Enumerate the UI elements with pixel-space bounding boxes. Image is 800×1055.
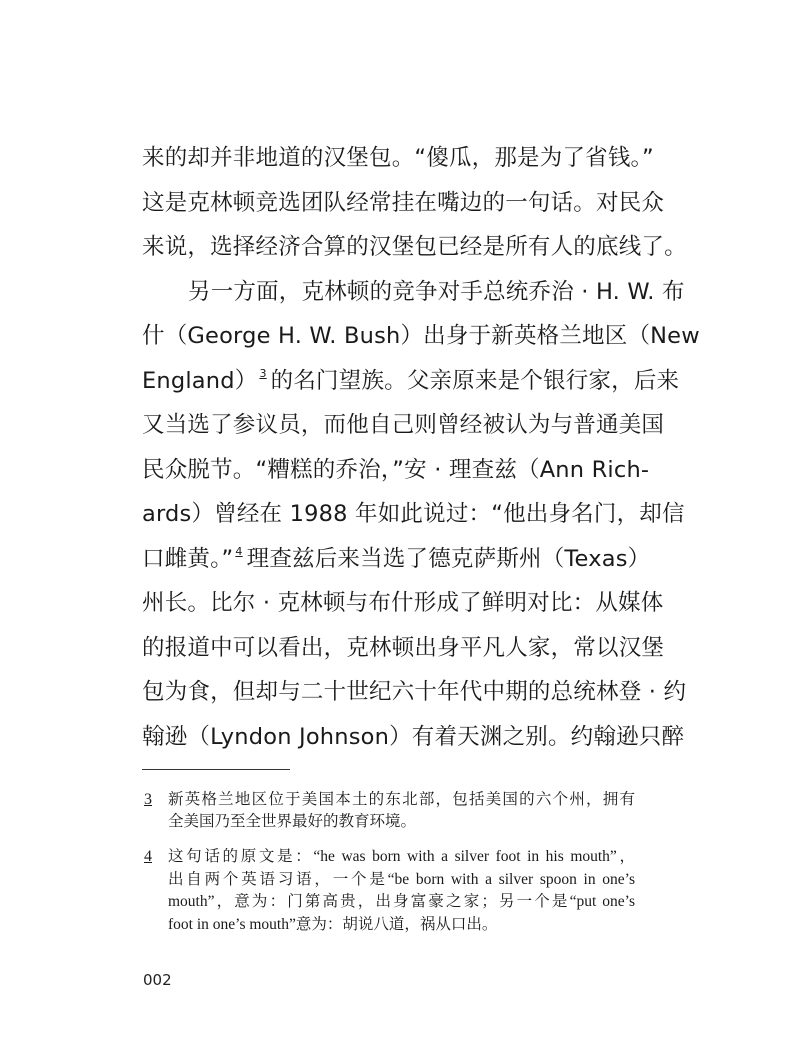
page-number: 002 bbox=[143, 971, 172, 989]
footnote-line: mouth”，意为：门第高贵，出身富豪之家；另一个是“put one’s bbox=[168, 893, 635, 910]
footnote-line: 这句话的原文是：“he was born with a silver foot in his mouth”， bbox=[168, 848, 635, 865]
body-line-text: 口雌黄。” bbox=[142, 546, 234, 572]
body-line-text: England） bbox=[142, 368, 258, 394]
footnote-line: foot in one’s mouth”意为：胡说八道，祸从口出。 bbox=[168, 916, 498, 933]
body-line: 另一方面，克林顿的竞争对手总统乔治 · H. W. 布 bbox=[188, 279, 685, 305]
footnote-number: 3 bbox=[144, 791, 152, 808]
body-line: 翰逊（Lyndon Johnson）有着天渊之别。约翰逊只醉 bbox=[142, 724, 685, 750]
footnote-ref-4[interactable]: 4 bbox=[235, 545, 243, 558]
body-line: 来的却并非地道的汉堡包。“傻瓜，那是为了省钱。” bbox=[142, 145, 654, 171]
body-line: 的报道中可以看出，克林顿出身平凡人家，常以汉堡 bbox=[142, 635, 665, 661]
body-line: 来说，选择经济合算的汉堡包已经是所有人的底线了。 bbox=[142, 234, 687, 260]
body-line bbox=[142, 544, 651, 574]
body-line bbox=[142, 366, 680, 396]
footnote-divider bbox=[142, 769, 290, 770]
footnote-ref-3[interactable]: 3 bbox=[259, 367, 267, 380]
body-line: ards）曾经在 1988 年如此说过：“他出身名门，却信 bbox=[142, 501, 685, 527]
body-line: 又当选了参议员，而他自己则曾经被认为与普通美国 bbox=[142, 412, 665, 438]
body-line-text: 的名门望族。父亲原来是个银行家，后来 bbox=[270, 368, 680, 394]
body-line-text: 理查兹后来当选了德克萨斯州（Texas） bbox=[246, 546, 651, 572]
footnote-line: 出自两个英语习语，一个是“be born with a silver spoon in one’s bbox=[168, 871, 635, 888]
body-line: 什（George H. W. Bush）出身于新英格兰地区（New bbox=[142, 323, 700, 349]
footnote-line: 全美国乃至全世界最好的教育环境。 bbox=[168, 813, 417, 830]
body-line: 包为食，但却与二十世纪六十年代中期的总统林登 · 约 bbox=[142, 679, 687, 705]
body-line: 州长。比尔 · 克林顿与布什形成了鲜明对比：从媒体 bbox=[142, 590, 664, 616]
footnote-line: 新英格兰地区位于美国本土的东北部，包括美国的六个州，拥有 bbox=[168, 791, 635, 808]
body-line: 这是克林顿竞选团队经常挂在嘴边的一句话。对民众 bbox=[142, 190, 665, 216]
footnote-number: 4 bbox=[144, 848, 152, 865]
body-line: 民众脱节。“糟糕的乔治，”安 · 理查兹（Ann Rich- bbox=[142, 457, 650, 483]
